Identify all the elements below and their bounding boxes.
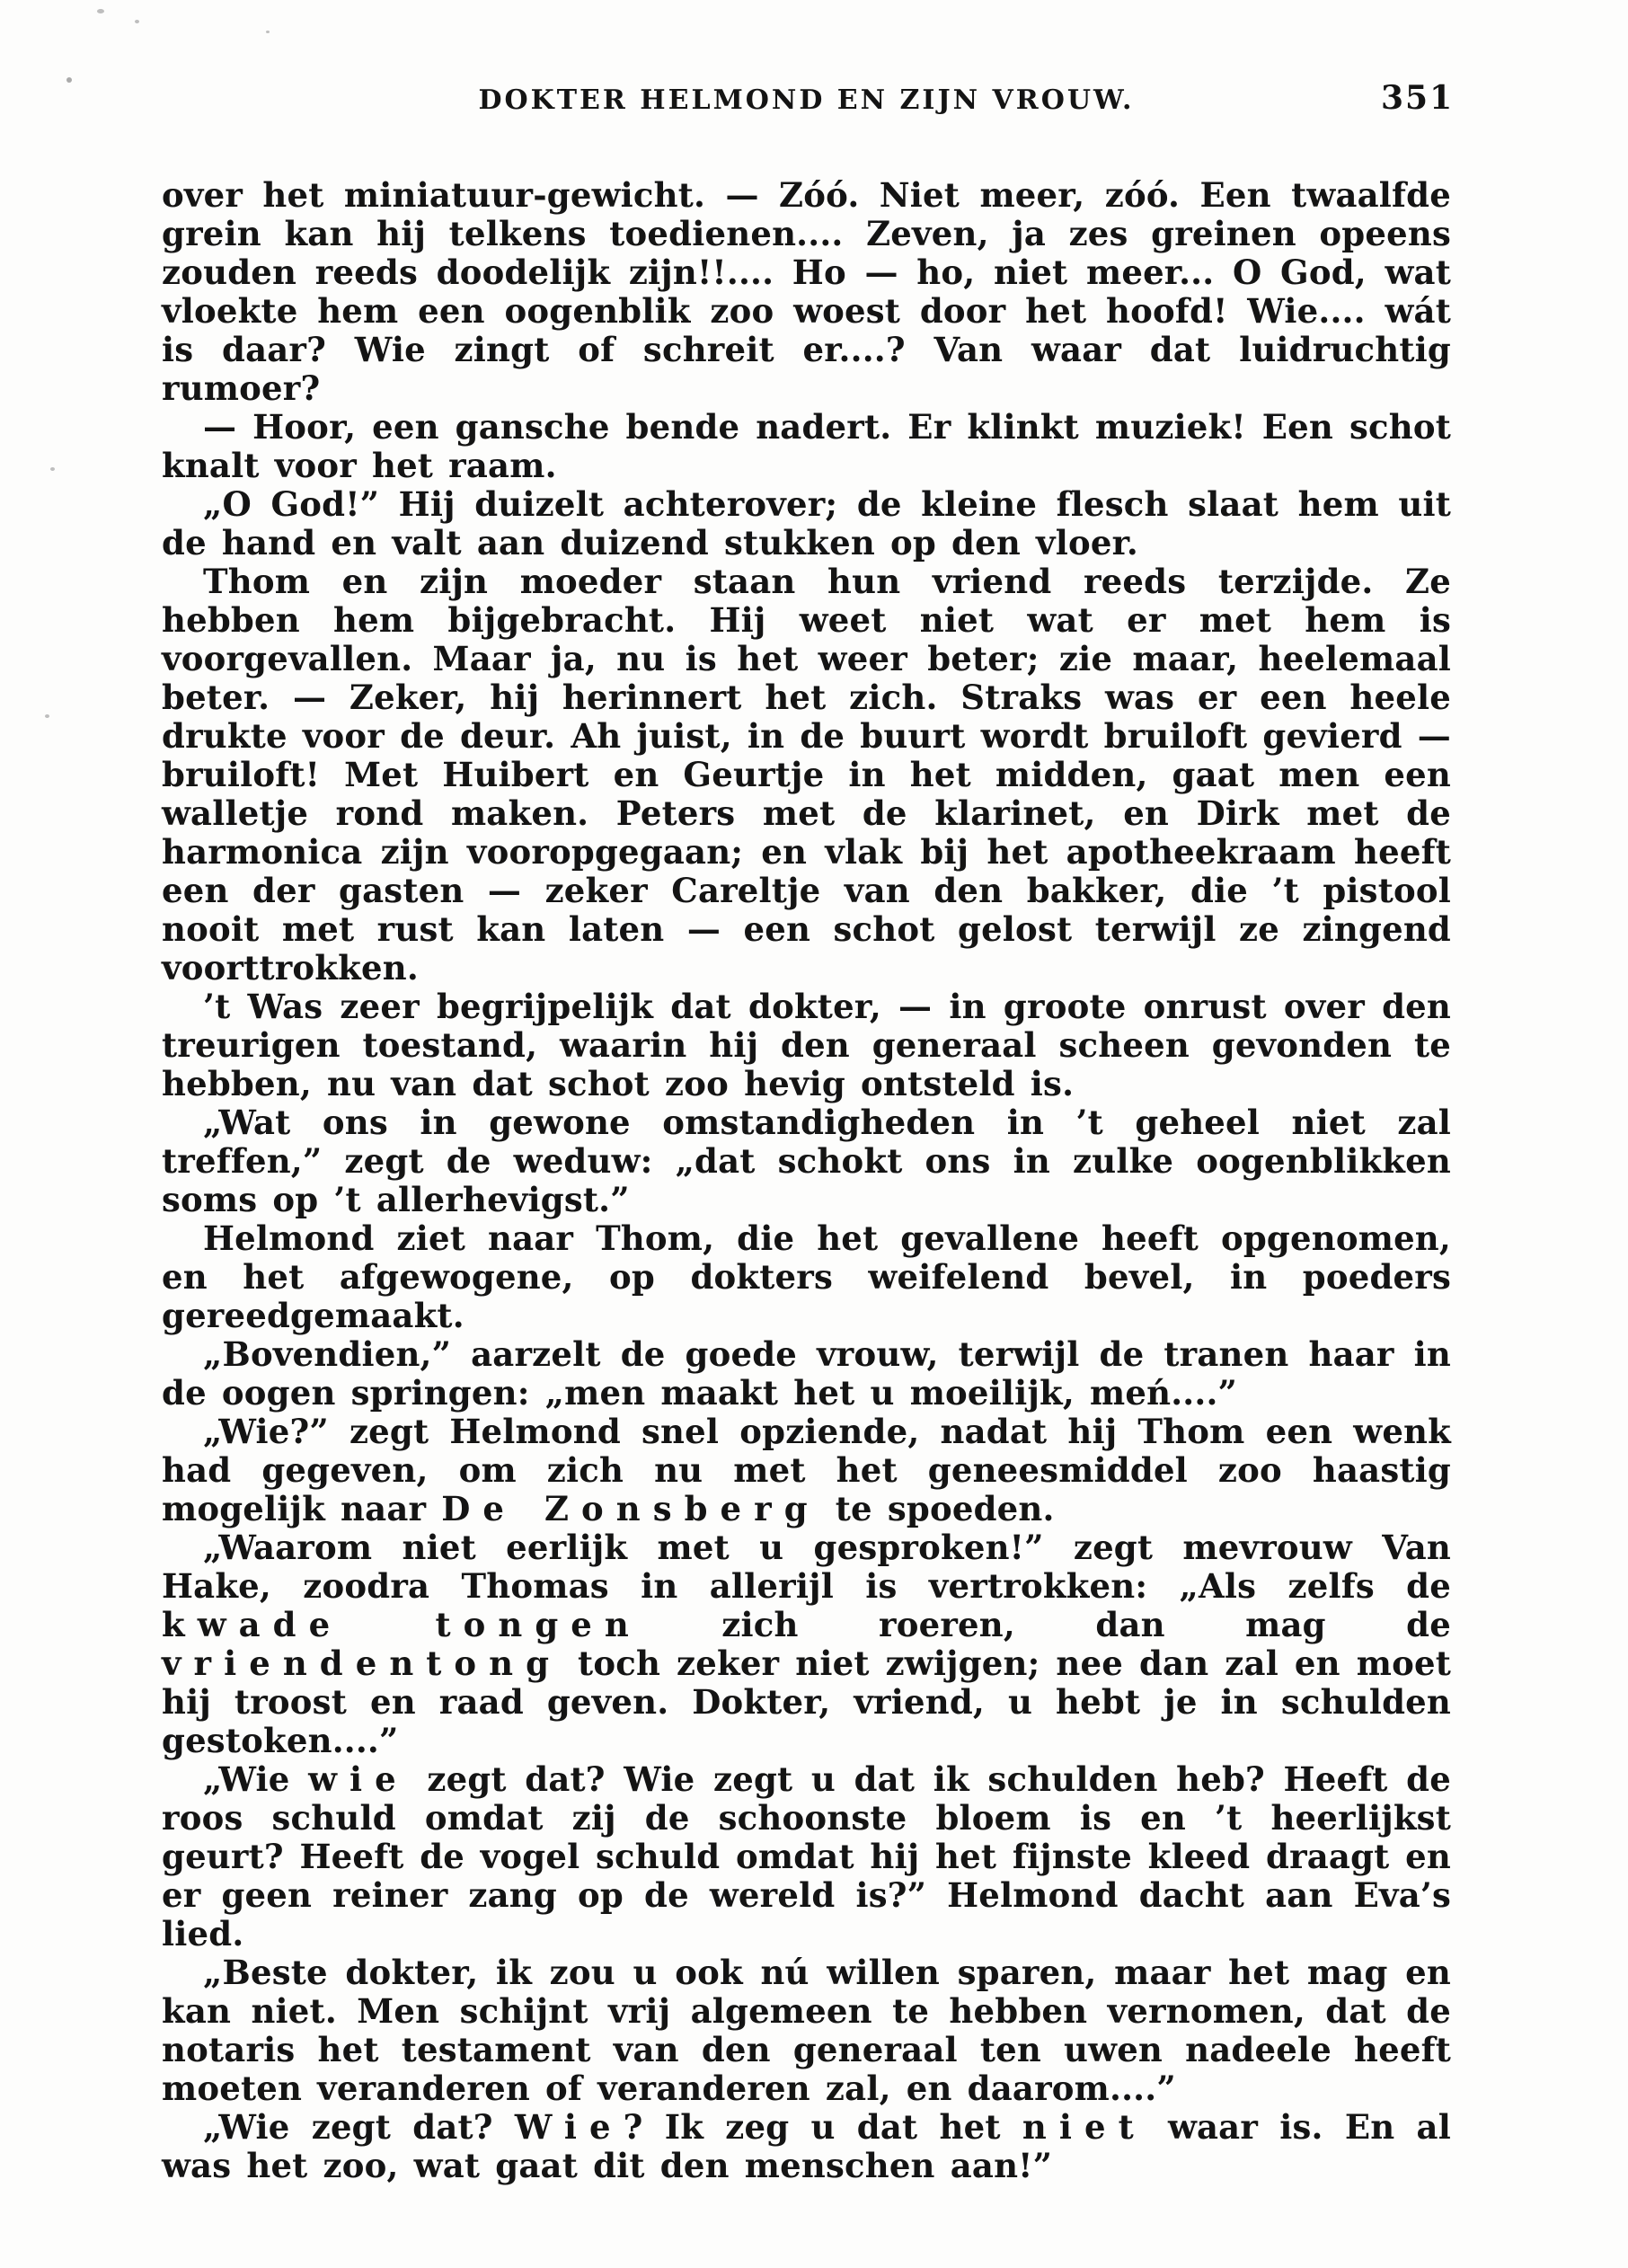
paragraph	[162, 1953, 1451, 2108]
text-segment: „Bovendien,” aarzelt de goede vrouw, terwijl de tranen haar in de oogen springen: „men maakt het u moeilijk, meń....”	[162, 1334, 1451, 1413]
scan-speck	[135, 20, 139, 23]
text-segment: „O God!” Hij duizelt achterover; de kleine flesch slaat hem uit de hand en valt aan duizend stukken op den vloer.	[162, 484, 1451, 563]
text-segment: zegt dat? Wie zegt u dat ik schulden heb? Heeft de roos schuld omdat zij de schoonste bloem is en ’t heerlijkst geurt? Heeft de vogel schuld omdat hij het fijnste kleed draagt en er geen reiner zang op de wereld is?” Helmond dacht aan Eva’s lied.	[162, 1759, 1451, 1953]
paragraph	[162, 1760, 1451, 1953]
text-segment: te spoeden.	[819, 1489, 1055, 1528]
paragraph	[162, 563, 1451, 988]
text-segment: ’t Was zeer begrijpelijk dat dokter, — in groote onrust over den treurigen toestand, waarin hij den generaal scheen gevonden te hebben, nu van dat schot zoo hevig ontsteld is.	[162, 987, 1451, 1103]
scan-speck	[266, 31, 270, 33]
text-segment-letterspaced: De Zonsberg	[441, 1489, 820, 1528]
text-segment: Helmond ziet naar Thom, die het gevallene heeft opgenomen, en het afgewogene, op dokters weifelend bevel, in poeders gereedgemaakt.	[162, 1218, 1451, 1335]
text-segment-letterspaced: vriendentong	[162, 1643, 562, 1683]
text-segment: „Wie	[203, 1759, 309, 1799]
text-segment: ? Ik zeg u dat het	[623, 2107, 1022, 2147]
scan-speck	[45, 714, 49, 718]
text-segment-letterspaced: niet	[1022, 2107, 1146, 2147]
text-segment: „Wat ons in gewone omstandigheden in ’t geheel niet zal treffen,” zegt de weduw: „dat schokt ons in zulke oogenblikken soms op ’t allerhevigst.”	[162, 1103, 1451, 1219]
paragraph	[162, 1413, 1451, 1528]
text-segment-letterspaced: wie	[308, 1759, 409, 1799]
text-segment-letterspaced: kwade tongen	[162, 1605, 641, 1644]
paragraph	[162, 1528, 1451, 1760]
running-head-title: DOKTER HELMOND EN ZIJN VROUW.	[478, 84, 1135, 116]
paragraph	[162, 1219, 1451, 1335]
text-segment: — Hoor, een gansche bende nadert. Er klinkt muziek! Een schot knalt voor het raam.	[162, 407, 1451, 485]
page-text	[162, 176, 1451, 2185]
text-segment: „Waarom niet eerlijk met u gesproken!” zegt mevrouw Van Hake, zoodra Thomas in allerijl is vertrokken: „Als zelfs de	[162, 1528, 1451, 1606]
paragraph	[162, 988, 1451, 1103]
paragraph	[162, 1103, 1451, 1219]
text-segment: zich roeren, dan mag de	[641, 1605, 1451, 1644]
paragraph	[162, 1335, 1451, 1413]
text-segment: over het miniatuur-gewicht. — Zóó. Niet meer, zóó. Een twaalfde grein kan hij telkens toedienen.... Zeven, ja zes greinen opeens zouden reeds doodelijk zijn!!.... Ho — ho, niet meer... O God, wat vloekte hem een oogenblik zoo woest door het hoofd! Wie.... wát is daar? Wie zingt of schreit er....? Van waar dat luidruchtig rumoer?	[162, 175, 1451, 408]
text-segment: „Wie?” zegt Helmond snel opziende, nadat hij Thom een wenk had gegeven, om zich nu met het geneesmiddel zoo haastig mogelijk naar	[162, 1412, 1451, 1528]
scan-speck	[66, 77, 72, 83]
text-segment-letterspaced: Wie	[514, 2107, 624, 2147]
text-segment: Thom en zijn moeder staan hun vriend reeds terzijde. Ze hebben hem bijgebracht. Hij weet niet wat er met hem is voorgevallen. Maar ja, nu is het weer beter; zie maar, heelemaal beter. — Zeker, hij herinnert het zich. Straks was er een heele drukte voor de deur. Ah juist, in de buurt wordt bruiloft gevierd — bruiloft! Met Huibert en Geurtje in het midden, gaat men een walletje rond maken. Peters met de klarinet, en Dirk met de harmonica zijn vooropgegaan; en vlak bij het apotheekraam heeft een der gasten — zeker Careltje van den bakker, die ’t pistool nooit met rust kan laten — een schot gelost terwijl ze zingend voorttrokken.	[162, 562, 1451, 988]
paragraph	[162, 2108, 1451, 2185]
scan-speck	[50, 467, 55, 471]
text-segment: waar is. En al was het zoo, wat gaat dit den menschen aan!”	[162, 2107, 1451, 2185]
paragraph	[162, 176, 1451, 408]
paragraph	[162, 408, 1451, 485]
text-segment: „Beste dokter, ik zou u ook nú willen sparen, maar het mag en kan niet. Men schijnt vrij algemeen te hebben vernomen, dat de notaris het testament van den generaal ten uwen nadeele heeft moeten veranderen of veranderen zal, en daarom....”	[162, 1953, 1451, 2108]
text-segment: „Wie zegt dat?	[203, 2107, 515, 2147]
text-segment: toch zeker niet zwijgen; nee dan zal en moet hij troost en raad geven. Dokter, vriend, u hebt je in schulden gestoken....”	[162, 1643, 1451, 1760]
scan-speck	[97, 9, 104, 13]
paragraph	[162, 485, 1451, 563]
page-number: 351	[1381, 79, 1455, 117]
